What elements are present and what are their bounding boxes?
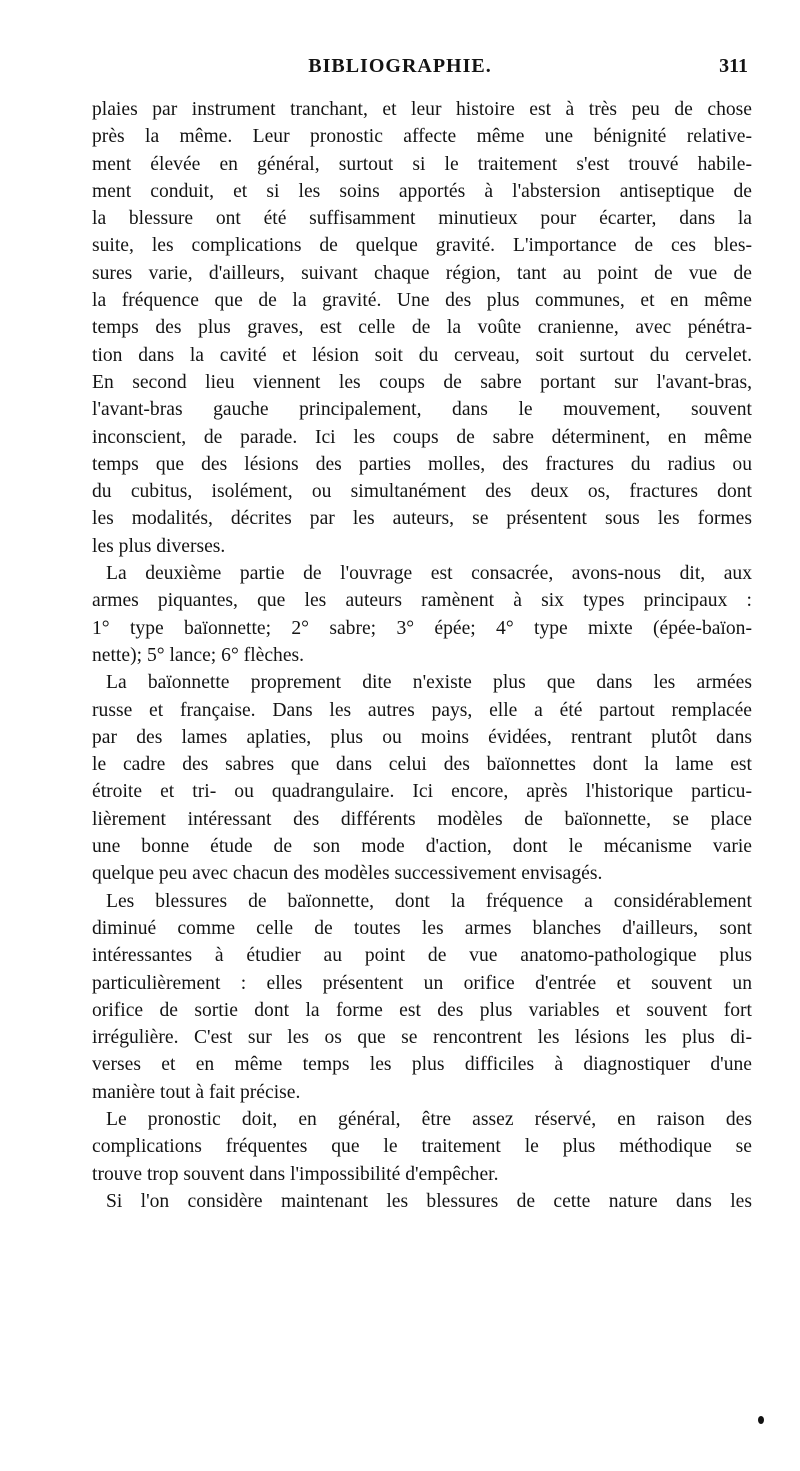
text-line: ment conduit, et si les soins apportés à l'abstersion antiseptique de (92, 180, 752, 202)
text-line: La deuxième partie de l'ouvrage est consacrée, avons-nous dit, aux (106, 563, 752, 585)
text-line: Les blessures de baïonnette, dont la fréquence a considérablement (106, 890, 752, 912)
running-header (0, 55, 800, 85)
text-line: diminué comme celle de toutes les armes blanches d'ailleurs, sont (92, 917, 752, 939)
text-line: les plus diverses. (92, 535, 226, 557)
text-line: quelque peu avec chacun des modèles successivement envisagés. (92, 863, 603, 885)
text-line: Le pronostic doit, en général, être assez réservé, en raison des (106, 1108, 752, 1130)
text-line: les modalités, décrites par les auteurs, se présentent sous les formes (92, 508, 752, 530)
text-line: tion dans la cavité et lésion soit du cerveau, soit surtout du cervelet. (92, 344, 752, 366)
text-line: manière tout à fait précise. (92, 1081, 301, 1103)
text-line: temps que des lésions des parties molles, des fractures du radius ou (92, 453, 752, 475)
text-line: nette); 5° lance; 6° flèches. (92, 644, 305, 666)
text-line: près la même. Leur pronostic affecte même une bénignité relative- (92, 126, 752, 148)
text-line: du cubitus, isolément, ou simultanément des deux os, fractures dont (92, 481, 752, 503)
text-line: complications fréquentes que le traitement le plus méthodique se (92, 1136, 752, 1158)
running-title: BIBLIOGRAPHIE. (308, 55, 492, 77)
text-line: irrégulière. C'est sur les os que se rencontrent les lésions les plus di- (92, 1027, 752, 1049)
text-line: inconscient, de parade. Ici les coups de sabre déterminent, en même (92, 426, 752, 448)
text-line: une bonne étude de son mode d'action, dont le mécanisme varie (92, 836, 752, 858)
text-line: ment élevée en général, surtout si le traitement s'est trouvé habile- (92, 153, 752, 175)
text-line: lièrement intéressant des différents modèles de baïonnette, se place (92, 808, 752, 830)
text-line: La baïonnette proprement dite n'existe plus que dans les armées (106, 672, 752, 694)
text-line: Si l'on considère maintenant les blessures de cette nature dans les (106, 1190, 752, 1212)
text-line: le cadre des sabres que dans celui des baïonnettes dont la lame est (92, 754, 752, 776)
text-line: la blessure ont été suffisamment minutieux pour écarter, dans la (92, 208, 752, 230)
text-line: suite, les complications de quelque gravité. L'importance de ces bles- (92, 235, 752, 257)
text-line: plaies par instrument tranchant, et leur histoire est à très peu de chose (92, 99, 752, 120)
text-line: particulièrement : elles présentent un orifice d'entrée et souvent un (92, 972, 752, 994)
text-line: 1° type baïonnette; 2° sabre; 3° épée; 4° type mixte (épée-baïon- (92, 617, 752, 639)
text-line: verses et en même temps les plus difficiles à diagnostiquer d'une (92, 1054, 752, 1076)
body-text (92, 96, 752, 1215)
text-line: russe et française. Dans les autres pays, elle a été partout remplacée (92, 699, 752, 721)
text-line: trouve trop souvent dans l'impossibilité d'empêcher. (92, 1163, 499, 1185)
page-number: 311 (719, 55, 748, 77)
text-line: sures varie, d'ailleurs, suivant chaque région, tant au point de vue de (92, 262, 752, 284)
text-line: étroite et tri- ou quadrangulaire. Ici encore, après l'historique particu- (92, 781, 752, 803)
text-line: intéressantes à étudier au point de vue anatomo-pathologique plus (92, 945, 752, 967)
text-line: la fréquence que de la gravité. Une des plus communes, et en même (92, 290, 752, 312)
text-line: orifice de sortie dont la forme est des plus variables et souvent fort (92, 999, 752, 1021)
text-line: par des lames aplaties, plus ou moins évidées, rentrant plutôt dans (92, 726, 752, 748)
ink-speck (758, 1416, 764, 1424)
text-line: En second lieu viennent les coups de sabre portant sur l'avant-bras, (92, 371, 752, 393)
text-line: armes piquantes, que les auteurs ramènent à six types principaux : (92, 590, 752, 612)
text-line: l'avant-bras gauche principalement, dans le mouvement, souvent (92, 399, 752, 421)
text-line: temps des plus graves, est celle de la voûte cranienne, avec pénétra- (92, 317, 752, 339)
